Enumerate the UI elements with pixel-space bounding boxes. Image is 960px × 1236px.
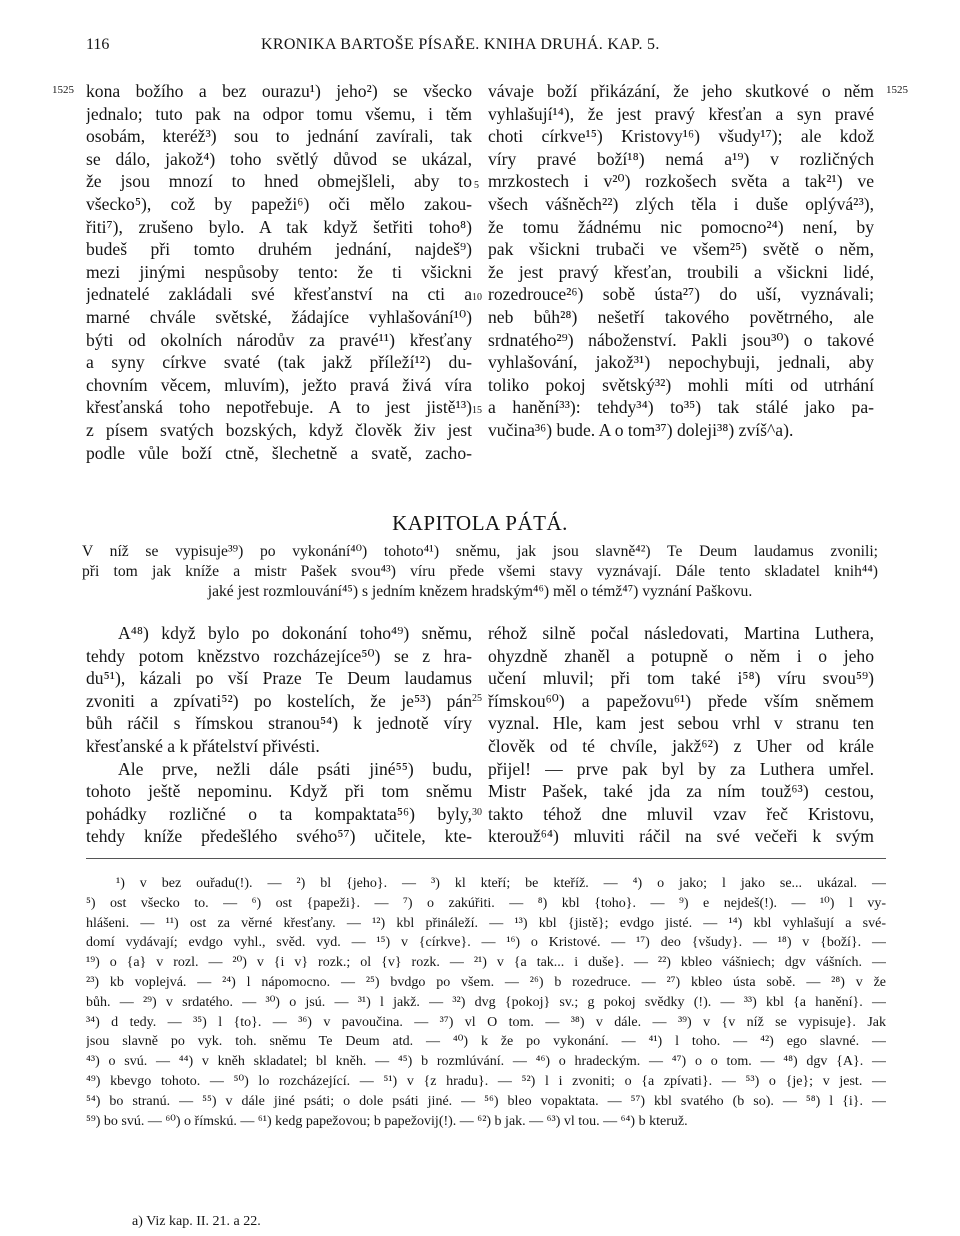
margin-year-left: 1525	[52, 84, 74, 96]
text-line: mrzkostech i v²⁰) rozkošech světa a tak²¹) ve	[488, 171, 874, 192]
footnote-line: ¹⁹) o {a} v rozl. — ²⁰) v {i v} rozk.; ol {v} rozk. — ²¹) v {a tak... i duše}. — ²²) kbleo vášniech; dgv vášních. —	[86, 955, 886, 971]
chapter-title: KAPITOLA PÁTÁ.	[392, 511, 568, 535]
text-line: vyhlašování, jakož³¹) nepochybuji, jednali, aby	[488, 352, 874, 373]
margin-year-right: 1525	[886, 84, 908, 96]
text-column-top-right	[488, 80, 874, 442]
line-number-15: 15	[472, 405, 482, 416]
text-line: Ale prve, nežli dále psáti jiné⁵⁵) budu,	[118, 758, 472, 779]
text-line: že jsou mnozí to hned obmejšleli, aby to	[86, 171, 472, 192]
footnote-line: ⁵) ost všecko to. — ⁶) ost {papeži}. — ⁷) o zakúřiti. — ⁸) kbl {toho}. — ⁹) e nejdeš(!). — ¹⁰) l vy-	[86, 895, 886, 911]
text-line: víry pravé boží¹⁸) nemá a¹⁹) v rozličných	[488, 148, 874, 169]
text-line: všecko⁵), což by papeži⁶) oči mělo zakou-	[86, 193, 472, 214]
footnote-line: ⁵⁹) bo svú. — ⁶⁰) o římskú. — ⁶¹) kedg papežovou; b papežovij(!). — ⁶²) b jak. — ⁶³) vl tou. — ⁶⁴) b kteruž.	[86, 1113, 688, 1129]
text-line: jednatelé zakládali své křesťanství na cti a	[86, 284, 472, 305]
text-line: býti od okolních národův za pravé¹¹) křesťany	[86, 329, 472, 350]
page-number: 116	[86, 36, 110, 53]
footnote-line: domí vydávají; evdgo vyhl., svěd. vyd. — ¹⁵) v {církve}. — ¹⁶) o Kristové. — ¹⁷) deo {všudy}. — ¹⁸) v {boží}. —	[86, 935, 886, 951]
footnote-line: ²³) kb voplejvá. — ²⁴) l nápomocno. — ²⁵) bvdgo po všem. — ²⁶) b rozedruce. — ²⁷) kbleo ústa sobě. — ²⁸) v že	[86, 974, 886, 990]
line-number-10: 10	[472, 292, 482, 303]
text-line: pak všickni trubači ve všem²⁵) světě o něm,	[488, 239, 874, 260]
text-line: vávaje boží přikázání, že jeho skutkové o něm	[488, 81, 874, 101]
footnote-line: ³⁴) d tedy. — ³⁵) l {to}. — ³⁶) v pavoučina. — ³⁷) vl O tom. — ³⁸) v dále. — ³⁹) v {v níž se vypisuje}. Jak	[86, 1014, 886, 1030]
text-line: jednalo; tuto pak na odpor tomu všemu, i těm	[86, 103, 472, 124]
text-line: toliko pokoj světský³²) mohli míti od utrhání	[488, 374, 874, 395]
text-line: tehdy potom knězstvo rozcházejíce⁵⁰) se z hra-	[86, 645, 472, 666]
text-line: člověk od té chvíle, jakž⁶²) z Uher od krále	[488, 735, 874, 756]
text-line: neb bůh²⁸) nešetří takového povětrného, ale	[488, 306, 874, 327]
text-line: se dálo, jakož⁴) toho světlý důvod se ukázal,	[86, 148, 472, 169]
text-line: kterouž⁶⁴) mluviti ráčil na své večeři k svým	[488, 826, 874, 847]
text-line: zvoniti a zpívati⁵²) po kostelích, že je⁵³) pán	[86, 690, 472, 711]
footnote-divider	[86, 858, 886, 859]
text-line: takto téhož dne mluvil vzav řeč Kristovu,	[488, 803, 874, 824]
text-line: římskou⁶⁰) a papežovu⁶¹) přede vším sněmem	[488, 690, 874, 711]
footnote-line: hlášeni. — ¹¹) ost za věrné křesťany. — ¹²) kbl přináleží. — ¹³) kbl {jistě}; evdgo jisté. — ¹⁴) kbl vyhlašují a své-	[86, 915, 886, 931]
editorial-note: a) Viz kap. II. 21. a 22.	[132, 1214, 261, 1229]
text-line: kona božího a bez ourazu¹) jeho²) se všecko	[86, 81, 472, 101]
line-number-25: 25	[472, 693, 482, 704]
summary-line: při tom jak kníže a mistr Pašek svou⁴³) víru přede všemi stavy vyznávají. Dále tento skladatel knih⁴⁴)	[82, 563, 878, 580]
text-line: srdnatého²⁹) náboženství. Pakli jsou³⁰) o takové	[488, 329, 874, 350]
line-number-30: 30	[472, 807, 482, 818]
summary-line: V níž se vypisuje³⁹) po vykonání⁴⁰) tohoto⁴¹) sněmu, jak jsou slavně⁴²) Te Deum laudamus zvonili;	[82, 543, 878, 560]
text-line: podle vůle boží ctně, šlechetně a svatě, zacho-	[86, 442, 472, 463]
running-title: KRONIKA BARTOŠE PÍSAŘE. KNIHA DRUHÁ. KAP. 5.	[261, 36, 660, 53]
text-line: bůh ráčil s římskou stranou⁵⁴) k jednotě víry	[86, 713, 472, 734]
text-line: du⁵¹), kázali po vší Praze Te Deum laudamus	[86, 668, 472, 689]
line-number-5: 5	[474, 180, 479, 191]
text-line: osobám, kteréž³) sou to jednání zavírali, tak	[86, 126, 472, 147]
text-column-bottom-right	[488, 622, 874, 848]
footnote-line: bůh. — ²⁹) v srdatého. — ³⁰) o jsú. — ³¹) l jakž. — ³²) dvg {pokoj} sv.; g pokoj svědky (!). — ³³) kbl {a hanění}. —	[86, 994, 886, 1010]
text-line: řiti⁷), zrušeno bylo. A tak když šetřiti toho⁸)	[86, 216, 472, 237]
text-line: tehdy kníže předešlého svého⁵⁷) učitele, kte-	[86, 826, 472, 847]
text-line: učení mluvil; při tom také i⁵⁸) víru svou⁵⁹)	[488, 668, 874, 689]
text-line: že jest pravý křesťan, troubili a všickni lidé,	[488, 261, 874, 282]
text-line: choti církve¹⁵) Kristovy¹⁶) všudy¹⁷); ale kdož	[488, 126, 874, 147]
footnote-line: ⁴⁹) kbevgo tohoto. — ⁵⁰) lo rozcházející. — ⁵¹) v {z hradu}. — ⁵²) l i zvoniti; o {a zpívati}. — ⁵³) o {je}; v jest. —	[86, 1073, 886, 1089]
footnote-line: jsou slavně po vyk. toh. sněmu Te Deum atd. — ⁴⁰) k že po vykonání. — ⁴¹) l toho. — ⁴²) ego slavné. —	[86, 1034, 886, 1050]
text-line: pohádky rozličné o ta kompaktata⁵⁶) byly,	[86, 803, 472, 824]
chapter-summary	[82, 542, 878, 602]
text-line: křesťanské a k přátelství přivésti.	[86, 735, 320, 756]
text-line: A⁴⁸) když bylo po dokonání toho⁴⁹) sněmu,	[118, 623, 472, 643]
text-line: vyhlašují¹⁴), že jest pravý křesťan a syn pravé	[488, 103, 874, 124]
text-line: že tomu žádnému nic pomocno²⁴) není, by	[488, 216, 874, 237]
text-line: křesťanská toho nepotřebuje. A to jest jistě¹³)	[86, 397, 472, 418]
text-line: a hanění³³): tehdy³⁴) to³⁵) tak stálé jako pa-	[488, 397, 874, 418]
text-line: mezi jinými nespůsoby tento: že ti všickni	[86, 261, 472, 282]
summary-line: jaké jest rozmlouvání⁴⁵) s jedním knězem hradským⁴⁶) měl o témž⁴⁷) vyznání Paškovu.	[207, 583, 753, 600]
text-line: přijel! — prve pak byl by za Luthera umřel.	[488, 758, 874, 779]
text-line: všech vášněch²²) zlých těla i duše oplývá²³),	[488, 193, 874, 214]
text-line: vučina³⁶) bude. A o tom³⁷) doleji³⁸) zvíš^a).	[488, 419, 794, 440]
text-column-bottom-left	[86, 622, 472, 848]
text-line: z písem svatých bozských, když člověk živ jest	[86, 419, 472, 440]
text-line: rozedrouce²⁶) sobě ústa²⁷) do uší, vyznávali;	[488, 284, 874, 305]
text-line: ohyzdně zhaněl a potupně o něm i o jeho	[488, 645, 874, 666]
text-line: marné chvále světské, žádajíce vyhlašování¹⁰)	[86, 306, 472, 327]
text-line: réhož silně počal následovati, Martina Luthera,	[488, 623, 874, 643]
text-column-top-left	[86, 80, 472, 464]
running-header	[86, 36, 886, 60]
footnotes	[86, 874, 886, 1131]
text-line: chovním věcem, mluvím), ježto pravá živá víra	[86, 374, 472, 395]
text-line: vyznal. Hle, kam jest sebou vrhl v stranu ten	[488, 713, 874, 734]
footnote-line: ¹) v bez ouřadu(!). — ²) bl {jeho}. — ³) kl kteří; be kteříž. — ⁴) o jako; l jako se... ukázal. —	[116, 876, 886, 891]
text-line: budeš při tomto druhém jednání, najdeš⁹)	[86, 239, 472, 260]
text-line: tohoto ještě nepominu. Když při tom sněmu	[86, 781, 472, 802]
text-line: Mistr Pašek, také jda za ním touž⁶³) cestou,	[488, 781, 874, 802]
text-line: a syny církve svaté (tak jakž příleží¹²) du-	[86, 352, 472, 373]
footnote-line: ⁵⁴) bo stranú. — ⁵⁵) v dále jiné psáti; o dole psáti jiné. — ⁵⁶) bleo vopaktata. — ⁵⁷) kbl svatého (b so). — ⁵⁸) l {i}. —	[86, 1093, 886, 1109]
footnote-line: ⁴³) o svú. — ⁴⁴) v kněh skladatel; bl kněh. — ⁴⁵) b rozmlúvání. — ⁴⁶) o hradeckým. — ⁴⁷) o o tom. — ⁴⁸) dgv {A}. —	[86, 1054, 886, 1070]
